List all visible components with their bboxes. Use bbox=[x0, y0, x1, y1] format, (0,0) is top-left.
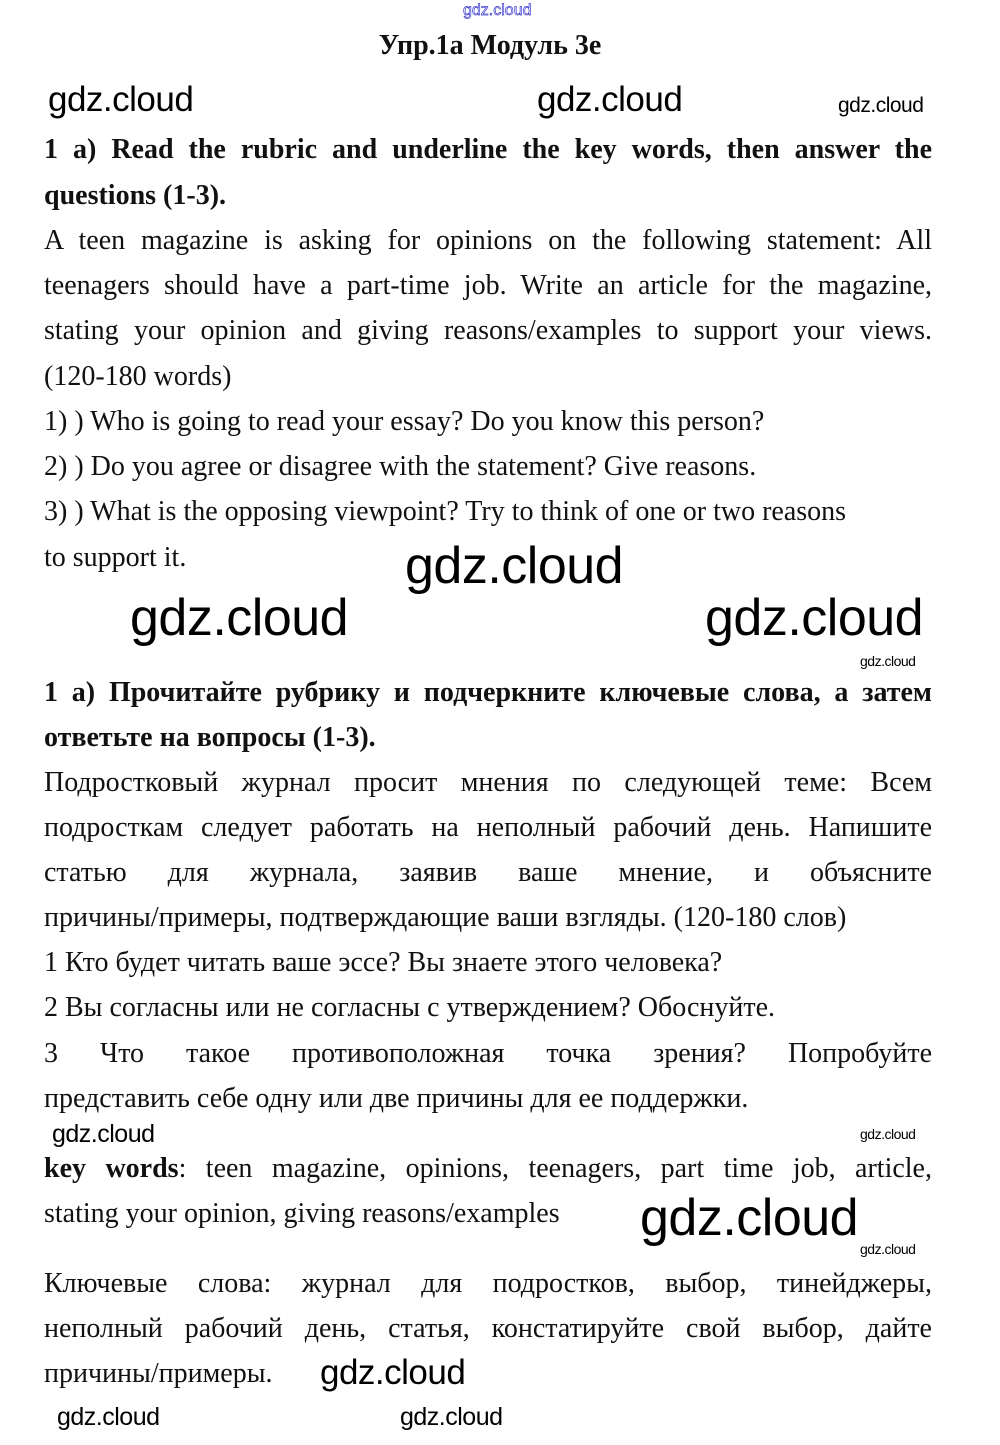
watermark: gdz.cloud bbox=[705, 589, 924, 647]
russian-question: 1 Кто будет читать ваше эссе? Вы знаете этого человека? bbox=[44, 947, 723, 978]
page-title: Упр.1а Модуль 3е bbox=[378, 30, 602, 61]
watermark: gdz.cloud bbox=[860, 1241, 916, 1257]
watermark: gdz.cloud bbox=[860, 653, 916, 669]
english-question: to support it. bbox=[44, 542, 187, 573]
key-words-text: : teen magazine, opinions, teenagers, part time job, article, bbox=[178, 1153, 932, 1184]
russian-heading-line: 1 а) Прочитайте рубрику и подчеркните ключевые слова, а затем bbox=[44, 677, 932, 708]
key-words-label: key words bbox=[44, 1153, 179, 1184]
header-site-link[interactable]: gdz.cloud bbox=[463, 2, 532, 19]
russian-question: 3 Что такое противоположная точка зрения? Попробуйте bbox=[44, 1038, 932, 1069]
russian-task-line: статью для журнала, заявив ваше мнение, и объясните bbox=[44, 857, 932, 888]
english-question: 1) ) Who is going to read your essay? Do you know this person? bbox=[44, 406, 765, 437]
english-task-line: teenagers should have a part-time job. Write an article for the magazine, bbox=[44, 270, 932, 301]
watermark: gdz.cloud bbox=[838, 94, 924, 117]
russian-task-line: подросткам следует работать на неполный рабочий день. Напишите bbox=[44, 812, 932, 843]
watermark: gdz.cloud bbox=[57, 1403, 160, 1431]
english-heading-line: questions (1-3). bbox=[44, 180, 227, 211]
watermark: gdz.cloud bbox=[640, 1189, 859, 1247]
russian-question: представить себе одну или две причины для ее поддержки. bbox=[44, 1083, 749, 1114]
watermark: gdz.cloud bbox=[537, 80, 683, 119]
watermark: gdz.cloud bbox=[48, 80, 194, 119]
watermark: gdz.cloud bbox=[130, 589, 349, 647]
english-task-line: A teen magazine is asking for opinions on the following statement: All bbox=[44, 225, 932, 256]
english-task-line: stating your opinion and giving reasons/examples to support your views. bbox=[44, 315, 932, 346]
watermark: gdz.cloud bbox=[860, 1126, 916, 1142]
english-heading-line: 1 a) Read the rubric and underline the key words, then answer the bbox=[44, 134, 932, 165]
watermark: gdz.cloud bbox=[320, 1353, 466, 1392]
russian-task-line: Подростковый журнал просит мнения по следующей теме: Всем bbox=[44, 767, 932, 798]
watermark: gdz.cloud bbox=[400, 1403, 503, 1431]
english-question: 3) ) What is the opposing viewpoint? Try to think of one or two reasons bbox=[44, 496, 847, 527]
key-words-ru-line: причины/примеры. bbox=[44, 1358, 273, 1389]
english-question: 2) ) Do you agree or disagree with the statement? Give reasons. bbox=[44, 451, 757, 482]
key-words-line bbox=[44, 1147, 932, 1191]
key-words-ru-line: Ключевые слова: журнал для подростков, выбор, тинейджеры, bbox=[44, 1268, 932, 1299]
russian-task-line: причины/примеры, подтверждающие ваши взгляды. (120-180 слов) bbox=[44, 902, 847, 933]
english-task-line: (120-180 words) bbox=[44, 361, 232, 392]
watermark: gdz.cloud bbox=[52, 1120, 155, 1148]
key-words-ru-line: неполный рабочий день, статья, констатируйте свой выбор, дайте bbox=[44, 1313, 932, 1344]
key-words-line: stating your opinion, giving reasons/examples bbox=[44, 1198, 560, 1229]
russian-question: 2 Вы согласны или не согласны с утверждением? Обоснуйте. bbox=[44, 992, 776, 1023]
watermark: gdz.cloud bbox=[405, 537, 624, 595]
russian-heading-line: ответьте на вопросы (1-3). bbox=[44, 722, 376, 753]
